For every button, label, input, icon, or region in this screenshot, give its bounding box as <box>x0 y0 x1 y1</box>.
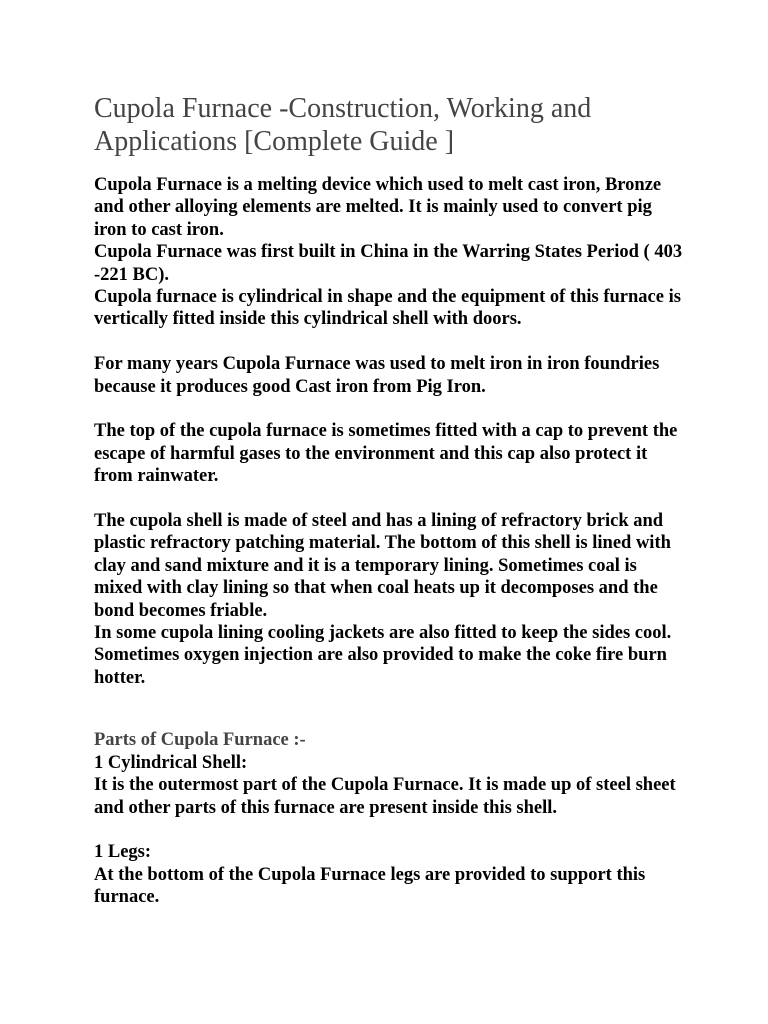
intro-paragraph: Cupola Furnace is a melting device which used to melt cast iron, Bronze and other alloying elements are melted. It is mainly used to convert pig iron to cast iron. <box>94 175 662 240</box>
legs-heading: 1 Legs: <box>94 842 152 863</box>
spacer <box>94 689 684 729</box>
lining-paragraph: In some cupola lining cooling jackets are also fitted to keep the sides cool. Sometimes oxygen injection are also provided to make the coke fire burn hotter. <box>94 623 672 688</box>
intro-paragraph: Cupola Furnace was first built in China in the Warring States Period ( 403 -221 BC). <box>94 242 683 285</box>
spacer <box>94 819 684 841</box>
lining-paragraph: The cupola shell is made of steel and has a lining of refractory brick and plastic refractory patching material. The bottom of this shell is lined with clay and sand mixture and it is a temporary lining. Sometimes coal is mixed with clay lining so that when coal heats up it decomposes and the bond becomes friable. <box>94 511 671 621</box>
shell-heading: 1 Cylindrical Shell: <box>94 752 248 773</box>
cap-paragraph: The top of the cupola furnace is sometimes fitted with a cap to prevent the escape of harmful gases to the environment and this cap also protect it from rainwater. <box>94 421 678 487</box>
document-content <box>94 92 684 909</box>
intro-paragraph: Cupola furnace is cylindrical in shape and the equipment of this furnace is vertically fitted inside this cylindrical shell with doors. <box>94 287 681 330</box>
shell-paragraph: It is the outermost part of the Cupola Furnace. It is made up of steel sheet and other parts of this furnace are present inside this shell. <box>94 775 676 818</box>
spacer <box>94 398 684 420</box>
parts-section-heading: Parts of Cupola Furnace :- <box>94 730 306 751</box>
document-body <box>94 174 684 909</box>
spacer <box>94 331 684 353</box>
spacer <box>94 488 684 510</box>
legs-paragraph: At the bottom of the Cupola Furnace legs are provided to support this furnace. <box>94 864 646 908</box>
history-paragraph: For many years Cupola Furnace was used to melt iron in iron foundries because it produces good Cast iron from Pig Iron. <box>94 354 660 397</box>
page-title: Cupola Furnace -Construction, Working and Applications [Complete Guide ] <box>94 93 592 157</box>
